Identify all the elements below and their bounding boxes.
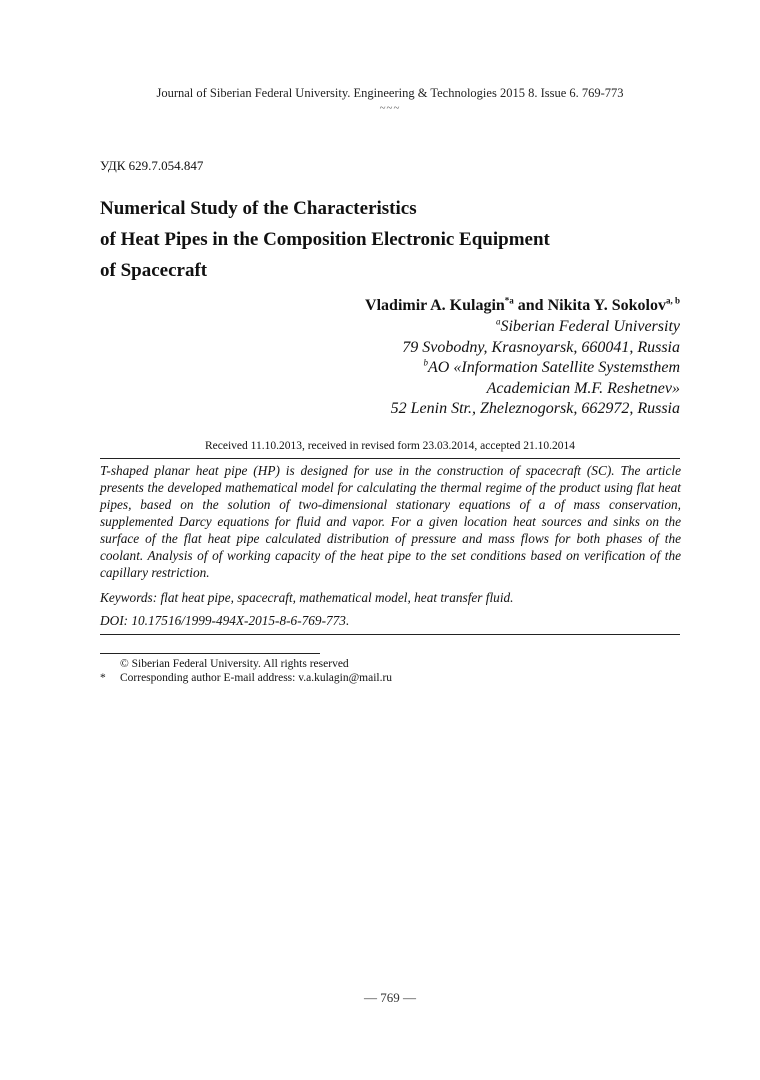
affiliation-b-mark: b	[423, 357, 429, 368]
footnote-copyright: © Siberian Federal University. All rights reserved	[120, 658, 349, 670]
header-separator: ~~~	[379, 102, 401, 114]
authors	[365, 297, 680, 315]
udk-code: УДК 629.7.054.847	[100, 158, 204, 173]
author-1-marks: *a	[504, 295, 514, 306]
journal-header: Journal of Siberian Federal University. Engineering & Technologies 2015 8. Issue 6. 769-773	[156, 86, 624, 100]
author-conjunction: and	[513, 297, 548, 314]
doi: DOI: 10.17516/1999-494X-2015-8-6-769-773.	[100, 613, 350, 628]
footnote-rule	[100, 653, 320, 654]
affiliation-a-name: $^a$Siberian Federal University	[495, 316, 680, 335]
title-line-2: of Heat Pipes in the Composition Electronic Equipment	[100, 229, 550, 250]
author-2: Nikita Y. Sokolov	[547, 297, 666, 314]
author-1: Vladimir A. Kulagin	[365, 297, 505, 314]
footnote-mark: *	[100, 672, 106, 684]
title-line-3: of Spacecraft	[100, 260, 208, 281]
affiliation-a-address: 79 Svobodny, Krasnoyarsk, 660041, Russia	[402, 338, 680, 356]
title-line-1: Numerical Study of the Characteristics	[100, 198, 417, 219]
footnote-corresponding: * Corresponding author E-mail address: v.a.kulagin@mail.ru	[100, 672, 393, 684]
paper-title	[100, 193, 700, 286]
divider-bottom	[100, 634, 680, 635]
affiliation-b-name-cont: Academician M.F. Reshetnev»	[486, 379, 680, 397]
keywords: Keywords: flat heat pipe, spacecraft, mathematical model, heat transfer fluid.	[100, 590, 514, 605]
divider-top	[100, 458, 680, 459]
affiliations	[391, 317, 680, 420]
page-number: — 769 —	[364, 990, 416, 1005]
affiliation-b-address: 52 Lenin Str., Zheleznogorsk, 662972, Russia	[390, 400, 680, 417]
received-dates: Received 11.10.2013, received in revised form 23.03.2014, accepted 21.10.2014	[204, 440, 576, 452]
author-2-marks: a, b	[665, 295, 680, 306]
affiliation-b-name: $^b$AO «Information Satellite Systemsthem	[423, 357, 680, 376]
abstract: T-shaped planar heat pipe (HP) is designed for use in the construction of spacecraft (SC). The article presents the developed mathematical model for calculating the thermal regime of the product using flat heat pipes, based on the solution of two-dimensional stationary equations of a of mass conservation, supplemented Darcy equations for fluid and vapor. For a given location heat sources and sinks on the surface of the flat heat pipe calculated distribution of pressure and mass flows for both phases of the coolant. Analysis of of working capacity of the heat pipe to the set conditions based on verification of the capillary restriction.	[100, 463, 681, 580]
affiliation-a-mark: a	[495, 316, 501, 327]
